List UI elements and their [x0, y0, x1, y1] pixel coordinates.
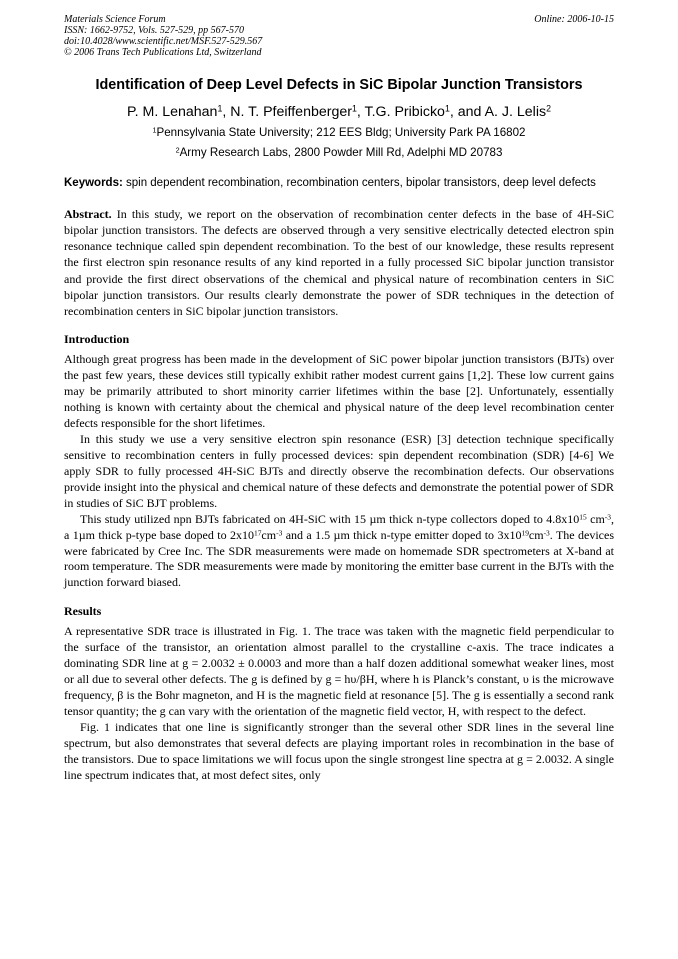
keywords [64, 176, 614, 191]
author-name: N. T. Pfeiffenberger [230, 104, 352, 120]
section-heading-results: Results [64, 604, 102, 619]
text-run: cm [261, 527, 277, 542]
text-run: cm [586, 511, 605, 526]
text-run: and a 1.5 µm thick n-type emitter doped to 3x10 [282, 527, 522, 542]
superscript: -3 [276, 527, 283, 537]
doi-line: doi:10.4028/www.scientific.net/MSF.527-529.567 [64, 36, 263, 47]
author-affil-mark: 1 [351, 103, 357, 114]
abstract-text: In this study, we report on the observation of recombination center defects in the base of 4H-SiC bipolar junction transistors. The defects are observed through a very sensitive electrically detected electron spin resonance technique called spin dependent recombination. To the best of our knowledge, these results represent the first electron spin resonance results of any kind reported in a fully processed SiC bipolar junction transistor and provide the first direct observations of the chemical and physical nature of recombination centers in SiC bipolar junction transistors. Our results clearly demonstrate the power of SDR techniques in the detection of recombination centers in SiC bipolar junction transistors. [64, 207, 615, 318]
introduction-body [64, 352, 614, 591]
text-run: This study utilized npn BJTs fabricated on 4H-SiC with 15 µm thick n-type collectors doped to 4.8x10 [80, 511, 580, 526]
author-name: P. M. Lenahan [127, 104, 218, 120]
paper-title: Identification of Deep Level Defects in SiC Bipolar Junction Transistors [95, 77, 583, 93]
author-name: A. J. Lelis [484, 104, 547, 120]
section-heading-introduction: Introduction [64, 332, 130, 347]
affiliation-mark: 2 [175, 145, 180, 155]
author-list: P. M. Lenahan$^1$, N. T. Pfeiffenberger$^1$, T.G. Pribicko$^1$, and A. J. Lelis$^2$ [127, 103, 551, 120]
affiliation-text: Army Research Labs, 2800 Powder Mill Rd, Adelphi MD 20783 [179, 146, 503, 159]
results-body [64, 624, 614, 784]
text-run: . The devices were fabricated by Cree Inc. The SDR measurements were made on homemade SDR spectrometers at X-band at room temperature. The SDR measurements were made by monitoring the emitter base current in the BJTs with the junction forward biased. [64, 527, 614, 590]
affiliation [64, 126, 614, 140]
superscript: 17 [253, 527, 262, 537]
journal-header [64, 14, 614, 58]
abstract [64, 206, 614, 319]
affiliation [64, 146, 614, 160]
superscript: -3 [543, 527, 550, 537]
issn-line: ISSN: 1662-9752, Vols. 527-529, pp 567-570 [64, 25, 244, 36]
affiliation-text: Pennsylvania State University; 212 EES Bldg; University Park PA 16802 [156, 126, 526, 139]
affiliation-mark: 1 [152, 125, 157, 135]
paragraph: Although great progress has been made in the development of SiC power bipolar junction transistors (BJTs) over the past few years, these devices still typically exhibit rather modest current gains [1,2]. These low current gains may be primarily attributed to short minority carrier lifetimes within the base [2]. Unfortunately, essentially nothing is known with certainty about the chemical and physical nature of the deep level recombination center defects responsible for the short lifetimes. [64, 352, 614, 430]
text-run: , a 1µm thick p-type base doped to 2x10 [64, 511, 614, 542]
superscript: 19 [521, 527, 529, 537]
copyright-line: © 2006 Trans Tech Publications Ltd, Switzerland [64, 47, 262, 58]
paragraph: In this study we use a very sensitive electron spin resonance (ESR) [3] detection technique specifically sensitive to recombination centers in fully processed devices: spin dependent recombination (SDR) [4-6] We apply SDR to fully processed 4H-SiC BJTs and directly observe the recombination defects. Our observations provide insight into the physical and chemical nature of these defects and demonstrate the potential power of SDR in studies of SiC BJT problems. [64, 431, 614, 510]
superscript: -3 [604, 511, 611, 521]
keywords-label: Keywords: [64, 177, 123, 189]
text-run: cm [528, 527, 544, 542]
paper-page [64, 14, 614, 784]
author-and: and [457, 104, 482, 120]
author-name: T.G. Pribicko [364, 104, 445, 120]
journal-name: Materials Science Forum [64, 14, 166, 25]
author-affil-mark: 1 [217, 103, 223, 114]
paragraph: Fig. 1 indicates that one line is significantly stronger than the several other SDR lines in the several line spectrum, but also demonstrates that several defects are playing important roles in recombination in the base of the transistors. Due to space limitations we will focus upon the single strongest line spectra at g = 2.0032. A single line spectrum indicates that, at most defect sites, only [64, 720, 614, 782]
abstract-label: Abstract. [64, 207, 112, 221]
paragraph [64, 512, 614, 592]
paragraph: A representative SDR trace is illustrated in Fig. 1. The trace was taken with the magnetic field perpendicular to the surface of the transistor, an orientation almost parallel to the crystalline c-axis. The trace indicates a dominating SDR line at g = 2.0032 ± 0.0003 and more than a half dozen additional somewhat weaker lines, most or all due to several other defects. The g is defined by g = hυ/βH, where h is Planck’s constant, υ is the microwave frequency, β is the Bohr magneton, and H is the magnetic field at resonance [5]. The g is essentially a second rank tensor quantity; the g can vary with the orientation of the magnetic field vector, H, with respect to the defect. [64, 624, 614, 719]
author-affil-mark: 1 [444, 103, 450, 114]
online-date: Online: 2006-10-15 [534, 14, 614, 25]
superscript: 15 [579, 511, 587, 521]
keywords-text: spin dependent recombination, recombination centers, bipolar transistors, deep level defects [126, 177, 596, 189]
author-affil-mark: 2 [546, 103, 551, 114]
